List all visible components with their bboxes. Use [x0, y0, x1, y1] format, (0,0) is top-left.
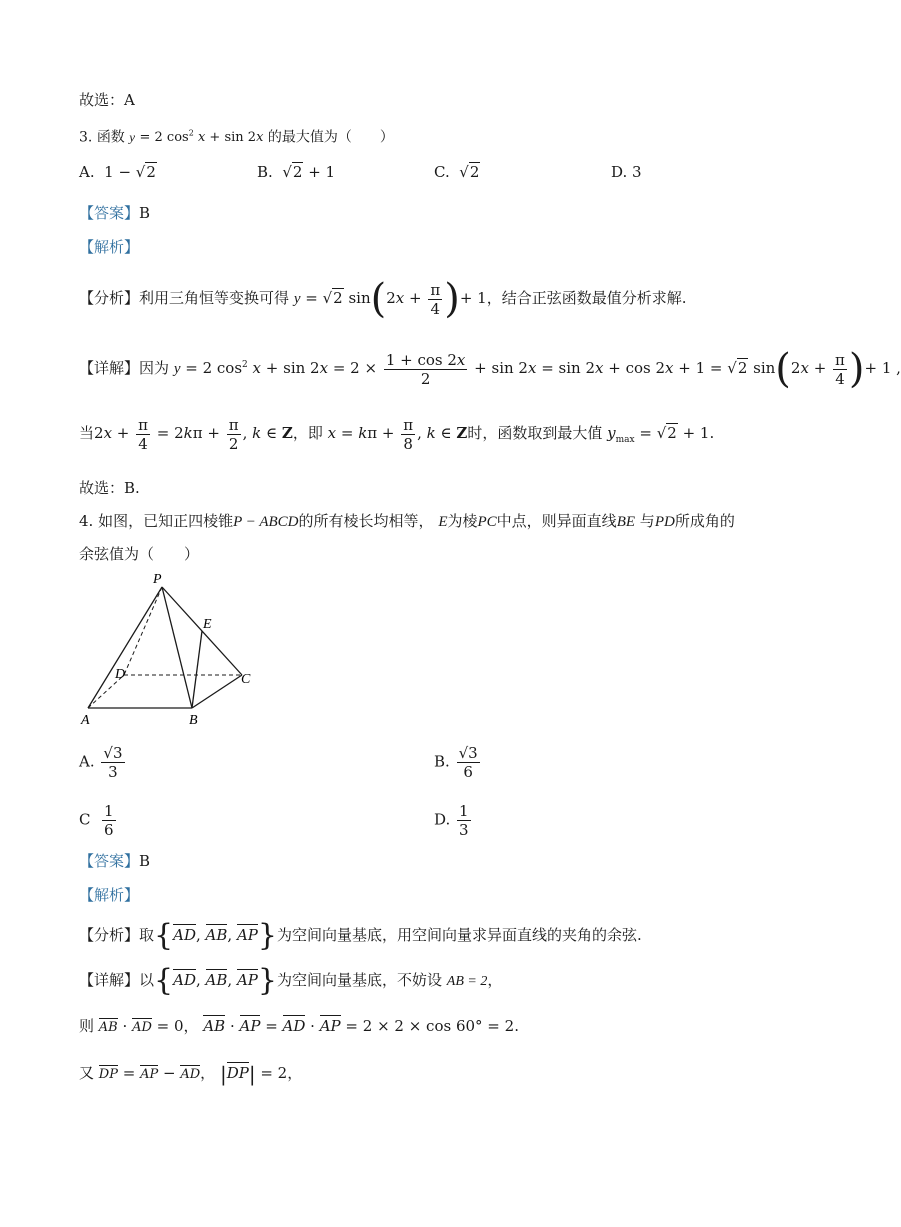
label-p: P [153, 572, 162, 587]
q4-stem-line2: 余弦值为（ ） [79, 545, 200, 563]
q4-analysis-tag: 【解析】 [79, 886, 140, 904]
q3-detail-2: 当2x + $\frac{\pi}{4}$ = 2kπ + $\frac{\pi}{2}$ , k ∈ Z，即 x = kπ + $\frac{\pi}{8}$ , k ∈ Z时，函数取到最大值 $y_{max} = √2 + 1$. [79, 415, 715, 453]
label-b: B [189, 713, 198, 728]
q3-option-a[interactable]: A. 1 − √2 [79, 163, 156, 181]
q3-fenxi: 【分析】利用三角恒等变换可得 y = √2 sin(2x + $\frac{\pi}{4}$ )+ 1，结合正弦函数最值分析求解. [79, 276, 687, 322]
q4-option-d[interactable]: D. $\frac{1}{3}$ [434, 802, 469, 839]
q4-option-b[interactable]: B. $\frac{√3}{6}$ [434, 744, 478, 781]
label-e: E [203, 617, 212, 632]
q3-option-d[interactable]: D. 3 [611, 163, 642, 181]
q4-also: 又 DP = AP − AD， |DP| = 2， [79, 1062, 303, 1086]
q3-detail: 【详解】因为 y = 2 $\cos^2 x + \sin 2x = 2$ × $\frac{1 + \cos 2x}{2}$ + sin 2x = sin 2x + cos 2x + 1 = √2 sin(2x + $\frac{\pi}{4}$ )+ 1 , [79, 346, 901, 392]
q3-conclusion: 故选：B. [79, 479, 140, 497]
q3-option-b[interactable]: B. √2 + 1 [257, 163, 336, 181]
label-d: D [115, 667, 126, 682]
q3-option-c[interactable]: C. √2 [434, 163, 480, 181]
q4-then: 则 AB · AD = 0， AB · AP = AD · AP = 2 × 2 × cos 60° = 2. [79, 1017, 519, 1035]
label-c: C [241, 672, 251, 687]
pyramid-figure [72, 566, 272, 730]
q3-analysis-tag: 【解析】 [79, 238, 140, 256]
q4-answer: 【答案】B [79, 852, 151, 870]
q3-answer: 【答案】B [79, 204, 151, 222]
answer-tag: 【答案】 [79, 204, 140, 222]
q2-answer-line: 故选：A [79, 91, 135, 109]
label-a: A [81, 713, 90, 728]
q4-detail: 【详解】以{AD, AB, AP}为空间向量基底，不妨设 AB = 2， [79, 963, 503, 998]
q4-fenxi: 【分析】取{AD, AB, AP}为空间向量基底，用空间向量求异面直线的夹角的余弦. [79, 918, 642, 953]
q4-stem-line1: 4. 如图，已知正四棱锥P − ABCD的所有棱长均相等， E为棱PC中点，则异面直线BE 与PD所成角的 [79, 512, 735, 530]
q4-option-c[interactable]: C $\frac{1}{6}$ [79, 802, 114, 839]
q3-stem: 3. 函数 y = 2 $\cos^2 x + \sin 2x$ 的最大值为（ ） [79, 129, 394, 146]
q4-option-a[interactable]: A. $\frac{√3}{3}$ [79, 744, 123, 781]
